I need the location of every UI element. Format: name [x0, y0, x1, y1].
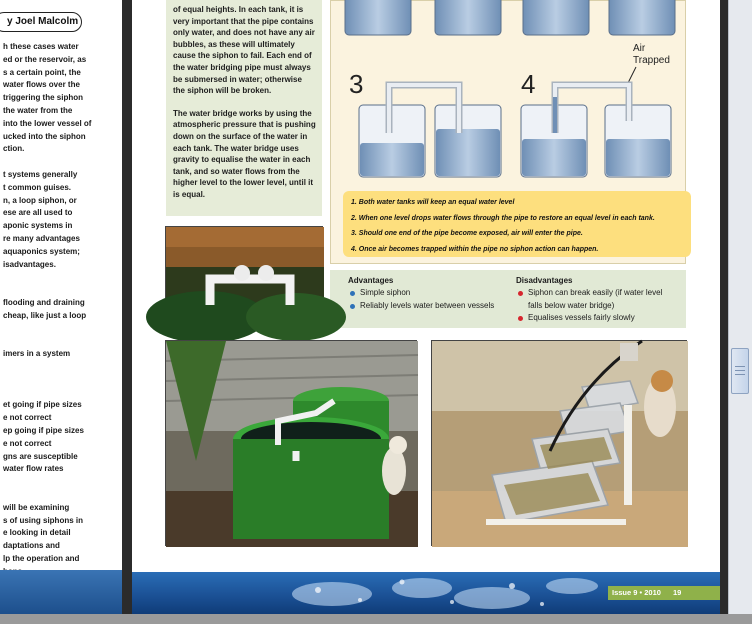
- scene-4-label: 4: [521, 69, 536, 99]
- page-gutter: [122, 0, 132, 624]
- bullet-icon: [518, 291, 523, 296]
- issue-page-tab: [608, 586, 720, 600]
- tank-top-4: [609, 0, 675, 35]
- page-gutter-right: [720, 0, 728, 624]
- caption-item: 1. Both water tanks will keep an equal water level: [351, 199, 515, 206]
- bullet-icon: [350, 304, 355, 309]
- photo-containers-dog: [431, 340, 687, 546]
- left-page-line: ed or the reservoir, as: [3, 54, 87, 64]
- window-bottom-edge: [0, 614, 752, 624]
- bullet-icon: [518, 316, 523, 321]
- disadvantages-title: Disadvantages: [516, 276, 573, 285]
- disadvantage-text: falls below water bridge): [528, 300, 615, 310]
- left-page-line: lp the operation and: [3, 554, 80, 563]
- scroll-grip-icon: [735, 366, 745, 367]
- left-page-line: water flows over the: [3, 80, 80, 90]
- left-page-line: ucked into the siphon: [3, 131, 86, 141]
- photo-siphon-pipe: [165, 226, 323, 330]
- scene-4-tanks: [521, 85, 671, 177]
- tank-top-1: [345, 0, 411, 35]
- left-page-line: t systems generally: [3, 170, 78, 179]
- left-page-line: re many advantages: [3, 234, 80, 243]
- tank-top-2: [435, 0, 501, 35]
- left-page-line: into the lower vessel of: [3, 118, 92, 128]
- advantage-text: Simple siphon: [360, 288, 411, 297]
- left-page-line: t common guises.: [3, 182, 72, 192]
- left-page-line: ep going if pipe sizes: [3, 426, 84, 435]
- left-page-line: n, a loop siphon, or: [3, 195, 77, 205]
- scroll-grip-icon: [735, 370, 745, 371]
- left-page-line: s a certain point, the: [3, 67, 81, 77]
- disadvantages-column: [516, 276, 662, 325]
- left-page-line: ese are all used to: [3, 208, 73, 218]
- air-trapped-label-line1: Air: [633, 43, 646, 54]
- left-page-line: triggering the siphon: [3, 93, 83, 103]
- bullet-icon: [350, 291, 355, 296]
- advantage-text: Reliably levels water between vessels: [360, 300, 495, 310]
- air-trapped-label-line2: Trapped: [633, 55, 670, 66]
- left-page-line: h these cases water: [3, 42, 79, 51]
- scrollbar-thumb[interactable]: [731, 348, 749, 394]
- caption-item: 3. Should one end of the pipe become exposed, air will enter the pipe.: [351, 230, 583, 237]
- advantage-item: [348, 287, 494, 300]
- disadvantage-item: [516, 300, 662, 313]
- left-page-line: will be examining: [3, 502, 70, 512]
- left-page-footer: [0, 570, 122, 614]
- left-page-line: cheap, like just a loop: [3, 310, 87, 320]
- article-paragraph: of equal heights. In each tank, it is very important that the pipe contains only water, and does not have any air bubbles, as these will ultimately cause the siphon to fail. Each end of the water bridging pipe must always be submersed in water; otherwise the siphon will be broken.: [173, 5, 315, 96]
- left-page-line: imers in a system: [3, 349, 71, 359]
- left-page-line: aponic systems in: [3, 221, 73, 231]
- advantages-column: [348, 276, 494, 312]
- advantages-title: Advantages: [348, 276, 394, 285]
- author-byline: y Joel Malcolm: [0, 12, 82, 32]
- page-number: 19: [673, 588, 682, 597]
- left-page-line: e looking in detail: [3, 528, 71, 538]
- siphon-diagram: [330, 0, 686, 264]
- scene-3-tanks: [359, 85, 501, 177]
- photo-tanks-dog: [165, 340, 417, 546]
- left-page-line: daptations and: [3, 541, 60, 551]
- left-page-line: e not correct: [3, 438, 52, 448]
- diagram-caption-box: [343, 191, 691, 257]
- pros-cons-box: [330, 270, 686, 328]
- left-page-line: the water from the: [3, 106, 73, 115]
- caption-item: 4. Once air becomes trapped within the pipe no siphon action can happen.: [351, 245, 599, 253]
- vertical-scrollbar[interactable]: [728, 0, 752, 624]
- disadvantage-item: [516, 287, 662, 300]
- article-text-box: [166, 0, 322, 216]
- left-page-line: et going if pipe sizes: [3, 400, 82, 410]
- left-page-line: aquaponics system;: [3, 246, 80, 256]
- article-paragraph: The water bridge works by using the atmospheric pressure that is pushing down on the surface of the water in each tank. The water bridge uses gravity to equalise the water in each tank, and so water flows from the higher level to the lower level, until it is equal.: [173, 108, 316, 199]
- caption-item: 2. When one level drops water flows through the pipe to restore an equal level in each tank.: [351, 214, 655, 222]
- left-page-line: e not correct: [3, 413, 52, 423]
- disadvantage-text: Siphon can break easily (if water level: [528, 288, 663, 297]
- left-page-line: ction.: [3, 144, 25, 154]
- left-page-line: s of using siphons in: [3, 515, 83, 525]
- scroll-grip-icon: [735, 374, 745, 375]
- left-page-line: isadvantages.: [3, 259, 56, 269]
- left-page-line: flooding and draining: [3, 298, 85, 307]
- advantage-item: [348, 300, 494, 313]
- tank-top-3: [523, 0, 589, 35]
- issue-label: Issue 9 • 2010: [612, 588, 661, 597]
- right-page: [132, 0, 720, 614]
- scene-3-label: 3: [349, 69, 364, 99]
- left-page-line: water flow rates: [3, 464, 64, 474]
- siphon-illustration: [331, 1, 687, 191]
- disadvantage-text: Equalises vessels fairly slowly: [528, 313, 635, 322]
- left-page: [0, 0, 122, 570]
- left-page-line: gns are susceptible: [3, 451, 78, 461]
- disadvantage-item: [516, 312, 662, 325]
